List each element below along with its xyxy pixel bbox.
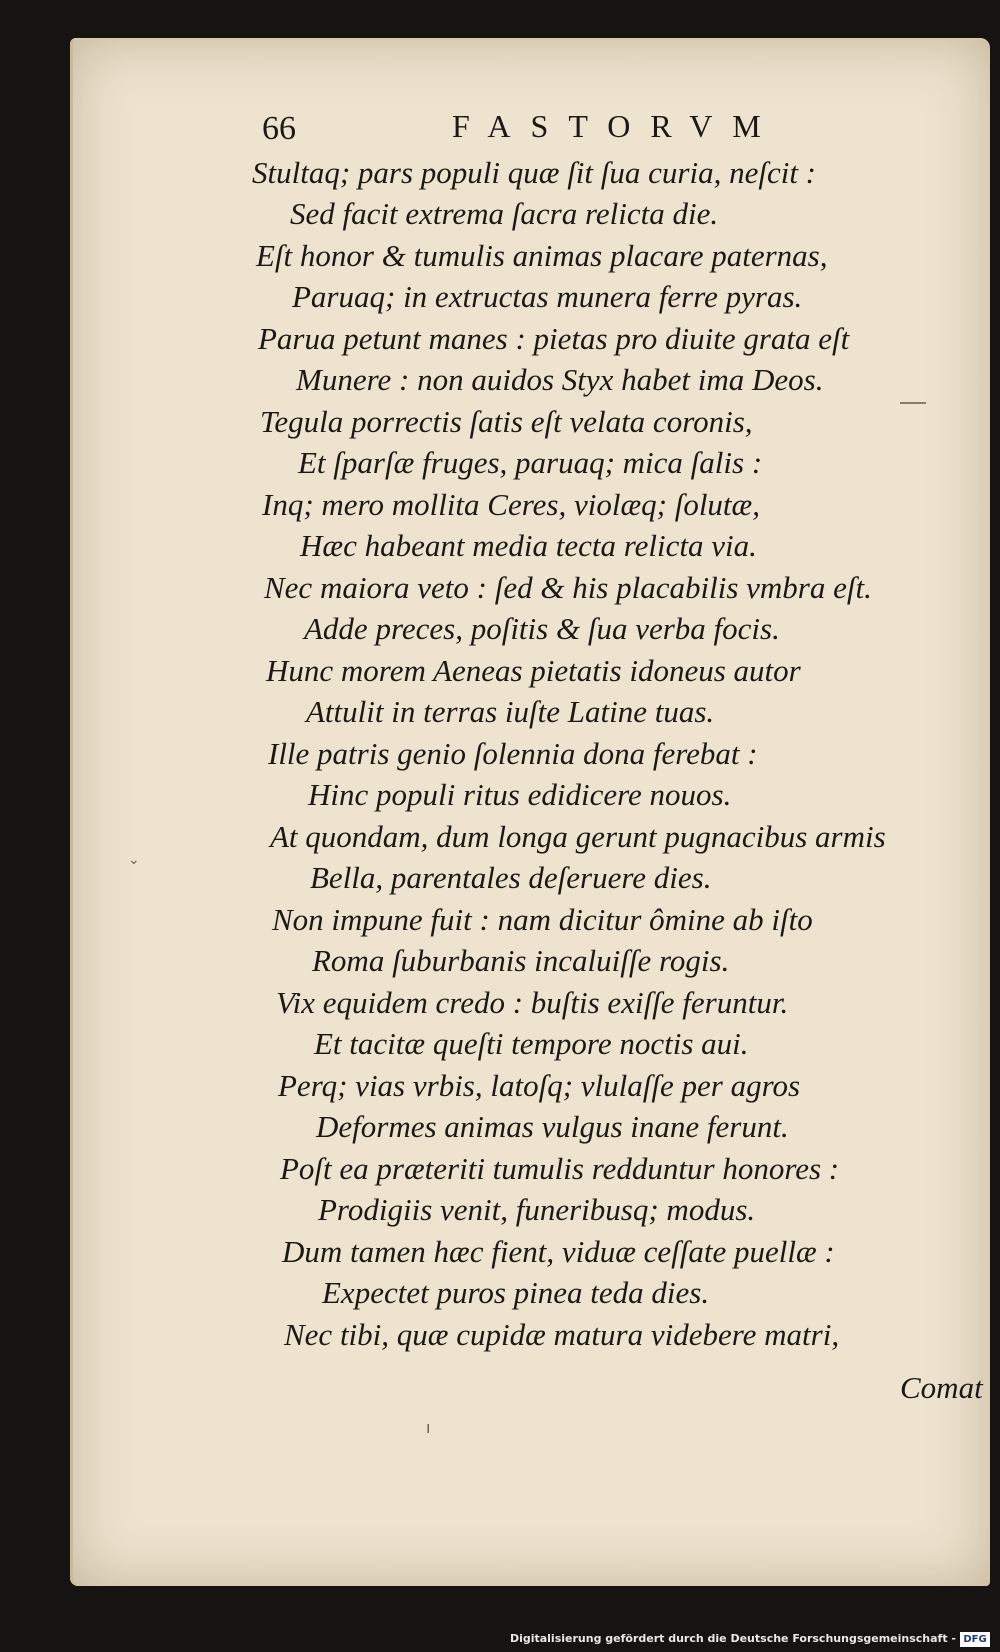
verse-line: Hæc habeant media tecta relicta via.	[300, 528, 757, 563]
verse-line: Sed facit extrema ſacra relicta die.	[290, 196, 719, 231]
running-title: FASTORVM	[452, 108, 781, 144]
verse-line: Tegula porrectis ſatis eſt velata coronis,	[260, 404, 753, 439]
verse-line: Munere : non auidos Styx habet ima Deos.	[296, 362, 824, 397]
stray-mark: ı	[426, 1418, 431, 1437]
verse-line: Non impune fuit : nam dicitur ômine ab iſto	[272, 902, 813, 937]
digitization-footer	[0, 1628, 1000, 1652]
verse-line: Dum tamen hæc fient, viduæ ceſſate puellæ :	[282, 1234, 835, 1269]
catchword: Comat	[900, 1370, 983, 1405]
margin-dash	[900, 402, 926, 404]
verse-line: Inq; mero mollita Ceres, violæq; ſolutæ,	[262, 487, 760, 522]
verse-line: Vix equidem credo : buſtis exiſſe feruntur.	[276, 985, 789, 1020]
verse-line: Hunc morem Aeneas pietatis idoneus autor	[266, 653, 801, 688]
verse-line: Paruaq; in extructas munera ferre pyras.	[292, 279, 803, 314]
verse-line: Attulit in terras iuſte Latine tuas.	[306, 694, 715, 729]
verse-line: Roma ſuburbanis incaluiſſe rogis.	[312, 943, 730, 978]
verse-line: Prodigiis venit, funeribusq; modus.	[318, 1192, 756, 1227]
verse-line: Perq; vias vrbis, latoſq; vlulaſſe per agros	[278, 1068, 801, 1103]
verse-line: Ille patris genio ſolennia dona ferebat :	[268, 736, 758, 771]
verse-line: Nec maiora veto : ſed & his placabilis vmbra eſt.	[264, 570, 872, 605]
verse-line: Expectet puros pinea teda dies.	[322, 1275, 710, 1310]
verse-line: Bella, parentales deſeruere dies.	[310, 860, 712, 895]
verse-line: Parua petunt manes : pietas pro diuite grata eſt	[258, 321, 850, 356]
margin-mark: ⌄	[128, 852, 140, 868]
dfg-logo: DFG	[960, 1632, 990, 1647]
page-number: 66	[262, 110, 296, 147]
verse-line: Hinc populi ritus edidicere nouos.	[308, 777, 732, 812]
verse-line: Et ſparſæ fruges, paruaq; mica ſalis :	[298, 445, 763, 480]
verse-line: Eſt honor & tumulis animas placare paternas,	[256, 238, 828, 273]
verse-line: Stultaq; pars populi quæ ſit ſua curia, neſcit :	[252, 155, 817, 190]
verse-line: At quondam, dum longa gerunt pugnacibus armis	[270, 819, 886, 854]
verse-line: Nec tibi, quæ cupidæ matura videbere matri,	[284, 1317, 840, 1352]
verse-line: Poſt ea præteriti tumulis redduntur honores :	[280, 1151, 840, 1186]
funding-credit: Digitalisierung gefördert durch die Deutsche Forschungsgemeinschaft -	[509, 1632, 956, 1645]
verse-line: Deformes animas vulgus inane ferunt.	[316, 1109, 789, 1144]
verse-line: Et tacitæ queſti tempore noctis aui.	[314, 1026, 749, 1061]
verse-line: Adde preces, poſitis & ſua verba focis.	[304, 611, 780, 646]
